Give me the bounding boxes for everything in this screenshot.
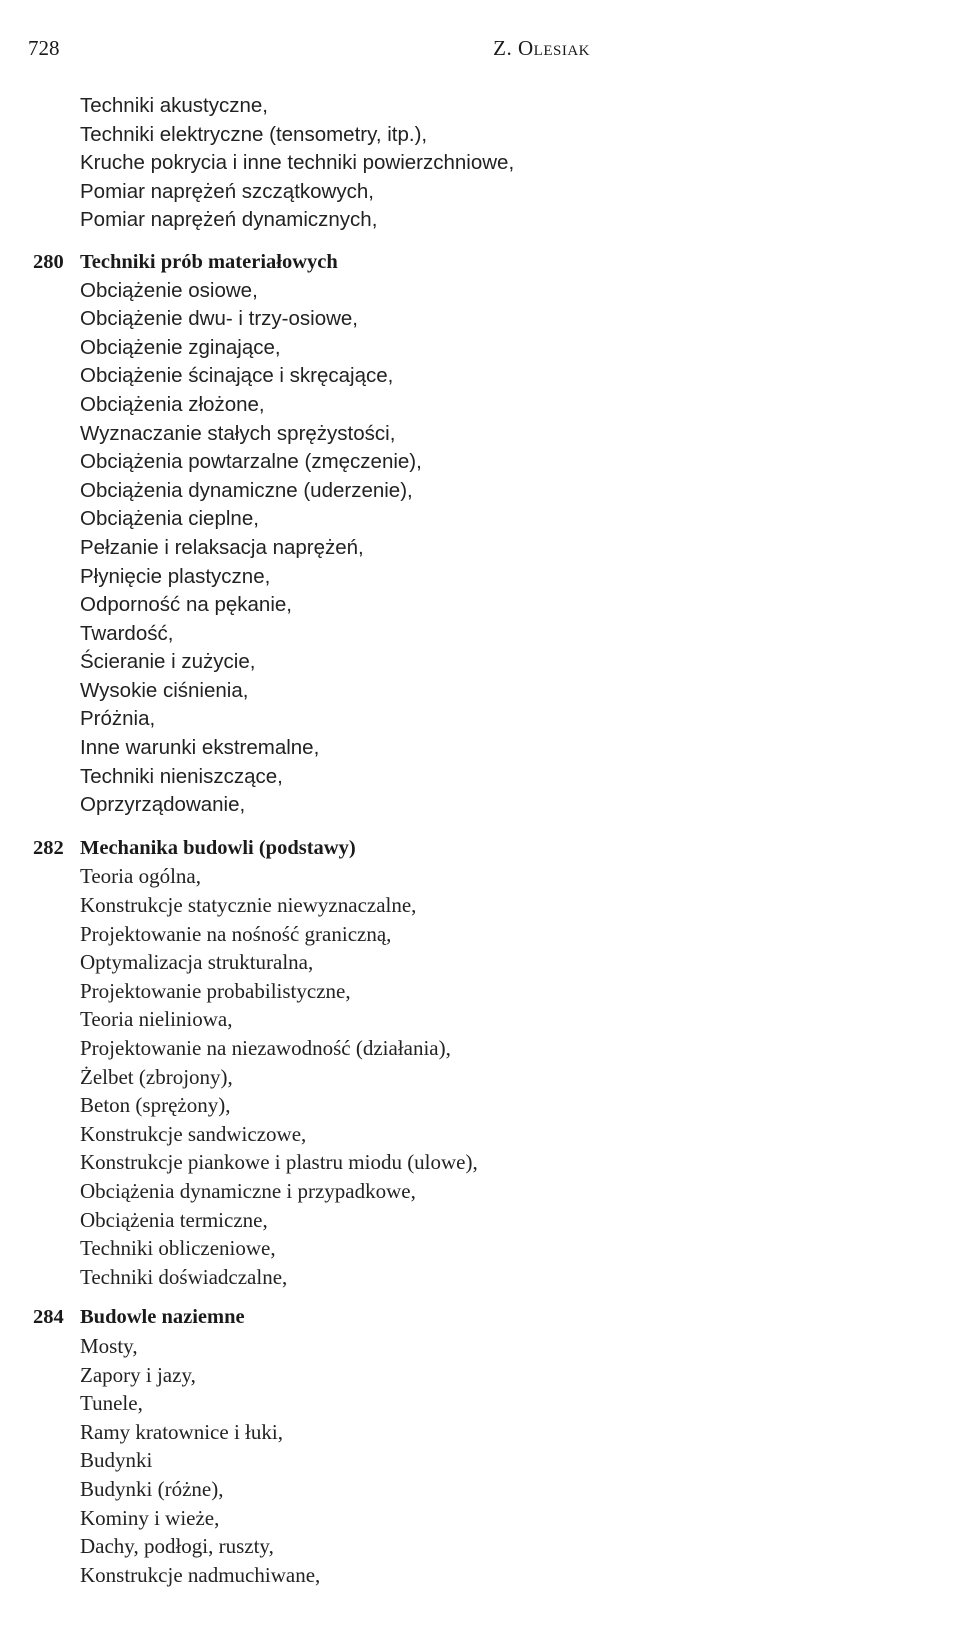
list-item: Techniki doświadczalne, [80, 1264, 288, 1289]
section-number: 280 [33, 250, 64, 273]
section-items [0, 862, 900, 1291]
list-item: Techniki obliczeniowe, [80, 1236, 276, 1261]
list-item: Obciążenia powtarzalne (zmęczenie), [80, 450, 422, 474]
list-item: Techniki nieniszczące, [80, 764, 283, 788]
page-number: 728 [28, 36, 60, 60]
list-item: Obciążenie ścinające i skręcające, [80, 364, 394, 388]
list-item: Pomiar naprężeń dynamicznych, [80, 208, 378, 232]
list-item: Techniki akustyczne, [80, 94, 269, 117]
section-280 [0, 248, 900, 820]
list-item: Konstrukcje nadmuchiwane, [80, 1562, 321, 1587]
section-heading [0, 248, 900, 277]
list-item: Budynki [80, 1448, 153, 1473]
section-heading [0, 834, 900, 863]
list-item: Oprzyrządowanie, [80, 793, 246, 817]
page-header [28, 36, 590, 66]
list-item: Teoria ogólna, [80, 864, 201, 889]
list-item: Dachy, podłogi, ruszty, [80, 1534, 274, 1559]
list-item: Teoria nieliniowa, [80, 1007, 233, 1032]
page-content [0, 92, 900, 1589]
section-number: 282 [33, 836, 64, 859]
list-item: Żelbet (zbrojony), [80, 1064, 233, 1089]
list-item: Wysokie ciśnienia, [80, 678, 249, 702]
section-heading [0, 1303, 900, 1332]
list-item: Obciążenia termiczne, [80, 1207, 268, 1232]
list-item: Techniki elektryczne (tensometry, itp.), [80, 122, 428, 146]
list-item: Odporność na pękanie, [80, 593, 292, 617]
list-item: Optymalizacja strukturalna, [80, 950, 314, 975]
list-item: Obciążenie osiowe, [80, 278, 258, 302]
section-284 [0, 1303, 900, 1589]
list-item: Kominy i wieże, [80, 1505, 220, 1530]
section-items [0, 277, 900, 820]
list-item: Obciążenia dynamiczne (uderzenie), [80, 478, 413, 502]
list-item: Tunele, [80, 1391, 143, 1416]
list-item: Projektowanie na niezawodność (działania), [80, 1036, 451, 1060]
list-item: Zapory i jazy, [80, 1362, 196, 1387]
list-item: Obciążenia cieplne, [80, 507, 259, 531]
list-item: Inne warunki ekstremalne, [80, 736, 320, 760]
list-item: Konstrukcje sandwiczowe, [80, 1121, 307, 1146]
list-item: Budynki (różne), [80, 1476, 224, 1501]
list-item: Konstrukcje statycznie niewyznaczalne, [80, 893, 417, 918]
list-item: Ścieranie i zużycie, [80, 650, 256, 674]
list-item: Projektowanie probabilistyczne, [80, 978, 351, 1003]
section-title: Budowle naziemne [80, 1306, 245, 1329]
section-282 [0, 834, 900, 1292]
list-item: Pomiar naprężeń szczątkowych, [80, 179, 374, 203]
list-item: Twardość, [80, 621, 174, 645]
section-number: 284 [33, 1306, 64, 1329]
section-title: Techniki prób materiałowych [80, 250, 338, 273]
list-item: Wyznaczanie stałych sprężystości, [80, 421, 396, 445]
list-item: Płynięcie plastyczne, [80, 564, 271, 588]
list-item: Beton (sprężony), [80, 1093, 231, 1118]
list-item: Próżnia, [80, 707, 156, 731]
list-item: Obciążenia złożone, [80, 392, 265, 416]
list-item: Obciążenie zginające, [80, 335, 281, 359]
list-item: Ramy kratownice i łuki, [80, 1419, 283, 1444]
list-item: Kruche pokrycia i inne techniki powierzchniowe, [80, 151, 515, 175]
list-item: Projektowanie na nośność graniczną, [80, 921, 392, 946]
intro-list [0, 92, 900, 235]
list-item: Konstrukcje piankowe i plastru miodu (ulowe), [80, 1150, 478, 1175]
running-head: Z. Olesiak [493, 36, 590, 60]
list-item: Mosty, [80, 1333, 138, 1358]
list-item: Pełzanie i relaksacja naprężeń, [80, 535, 364, 559]
list-item: Obciążenia dynamiczne i przypadkowe, [80, 1178, 416, 1203]
section-items [0, 1332, 900, 1589]
list-item: Obciążenie dwu- i trzy-osiowe, [80, 307, 358, 331]
section-title: Mechanika budowli (podstawy) [80, 836, 356, 859]
